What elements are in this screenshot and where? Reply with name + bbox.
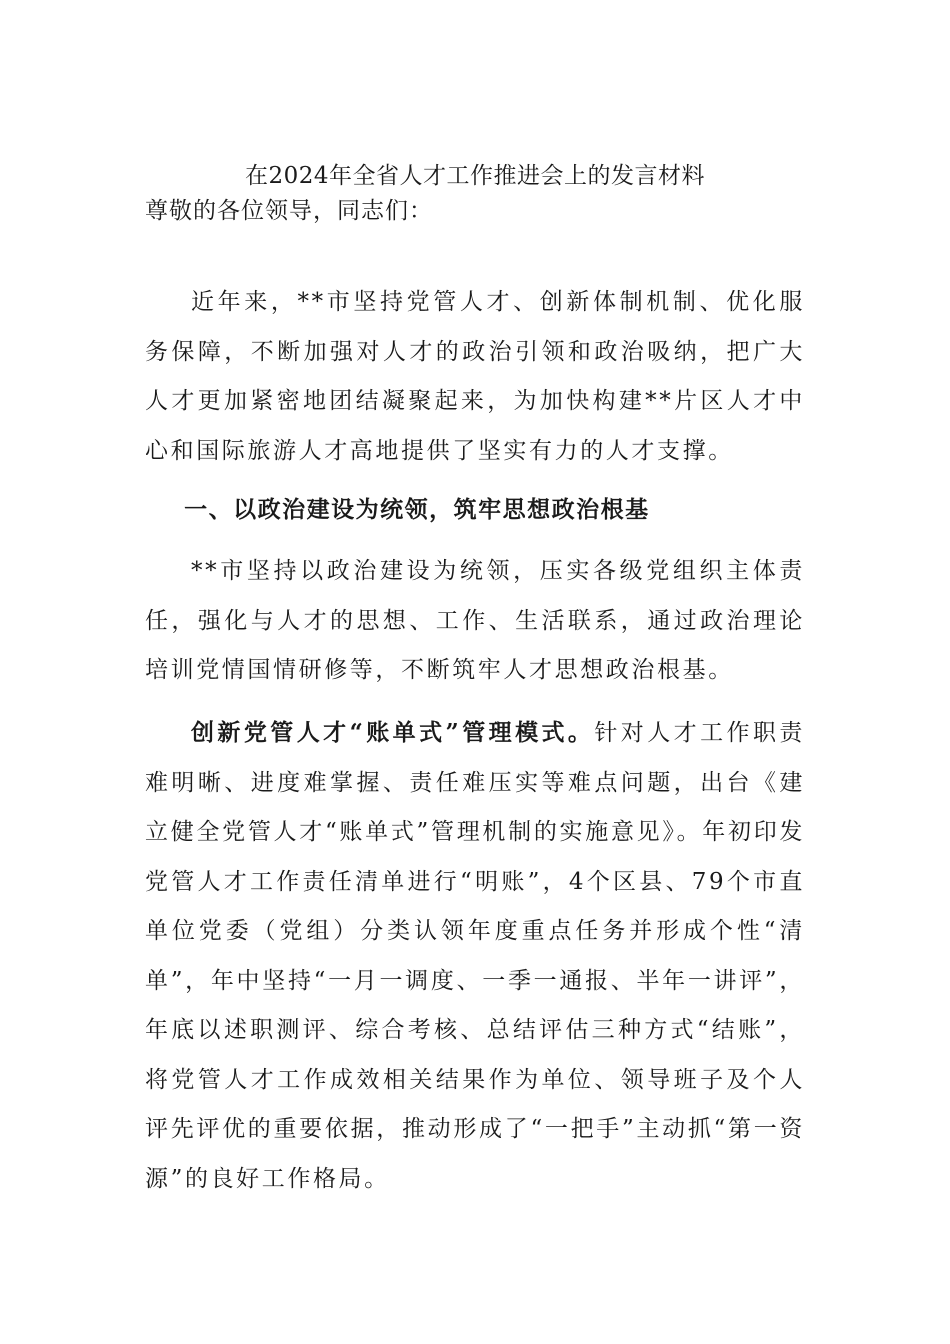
section-intro-paragraph: **市坚持以政治建设为统领，压实各级党组织主体责任，强化与人才的思想、工作、生活联系，通过政治理论培训党情国情研修等，不断筑牢人才思想政治根基。 [145,558,805,683]
intro-paragraph: 近年来，**市坚持党管人才、创新体制机制、优化服务保障，不断加强对人才的政治引领和政治吸纳，把广大人才更加紧密地团结凝聚起来，为加快构建**片区人才中心和国际旅游人才高地提供了坚实有力的人才支撑。 [145,289,805,464]
salutation: 尊敬的各位领导，同志们： [145,198,433,224]
subsection-body: 针对人才工作职责难明晰、进度难掌握、责任难压实等难点问题，出台《建立健全党管人才“账单式”管理机制的实施意见》。年初印发党管人才工作责任清单进行“明账”，4个区县、79个市直单位党委（党组）分类认领年度重点任务并形成个性“清单”，年中坚持“一月一调度、一季一通报、半年一讲评”，年底以述职测评、综合考核、总结评估三种方式“结账”，将党管人才工作成效相关结果作为单位、领导班子及个人评先评优的重要依据，推动形成了“一把手”主动抓“第一资源”的良好工作格局。 [145,720,805,1192]
subsection-lead: 创新党管人才“账单式”管理模式。 [191,719,595,746]
section-heading: 一、以政治建设为统领，筑牢思想政治根基 [184,496,650,523]
document-title: 在2024年全省人才工作推进会上的发言材料 [244,163,706,189]
subsection-paragraph [145,708,805,1204]
